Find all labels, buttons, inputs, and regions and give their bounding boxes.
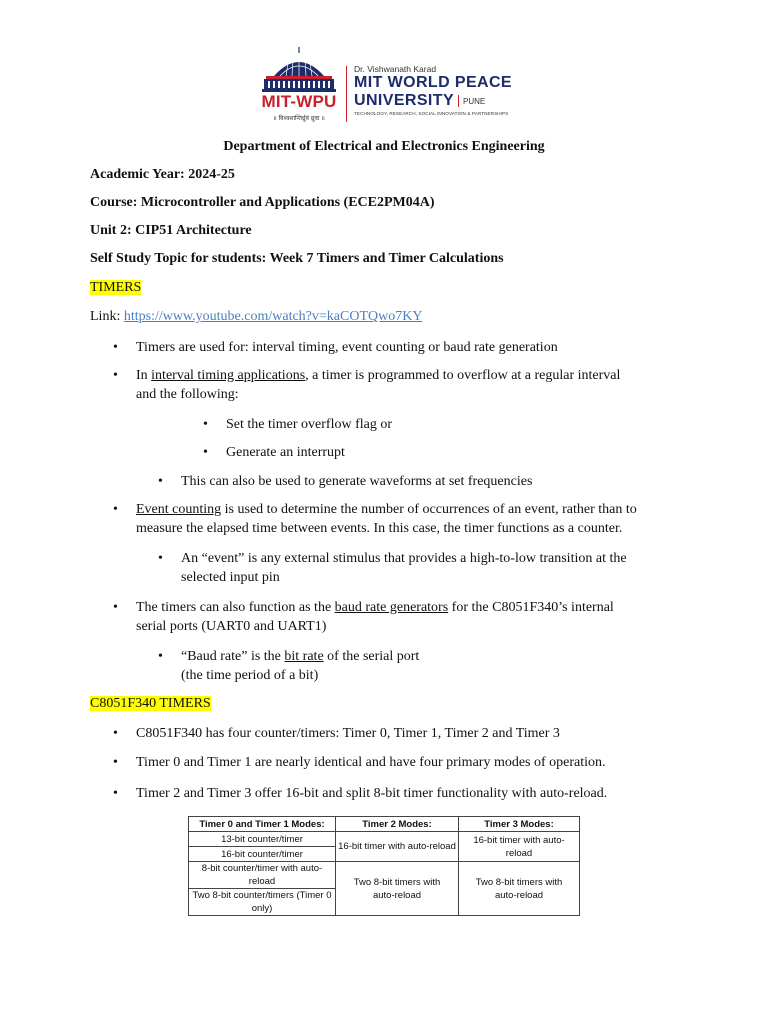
- bullet-icon: •: [113, 502, 118, 517]
- table-cell: 16-bit timer with auto-reload: [336, 832, 459, 862]
- c8051-heading: C8051F340 TIMERS: [90, 696, 211, 711]
- table-header: Timer 0 and Timer 1 Modes:: [189, 817, 336, 832]
- sub-bullet-baud-rate: [181, 647, 419, 666]
- bullet-icon: •: [113, 340, 118, 355]
- bullet-baud-rate-generators-cont: serial ports (UART0 and UART1): [136, 619, 327, 634]
- table-header: Timer 3 Modes:: [459, 817, 580, 832]
- text-segment: “Baud rate” is the: [181, 649, 285, 664]
- underlined-term: Event counting: [136, 502, 222, 517]
- sub-bullet-event-definition-cont: selected input pin: [181, 570, 280, 585]
- bullet-icon: •: [158, 474, 163, 489]
- logo-name-line2: UNIVERSITY: [354, 92, 455, 109]
- bullet-icon: •: [113, 755, 118, 770]
- sub-bullet-interrupt: Generate an interrupt: [226, 445, 345, 460]
- bullet-icon: •: [158, 551, 163, 566]
- self-study-topic: Self Study Topic for students: Week 7 Timers and Timer Calculations: [90, 251, 504, 266]
- underlined-term: interval timing applications: [151, 368, 306, 383]
- logo-divider: [346, 66, 347, 122]
- table-cell: Two 8-bit counter/timers (Timer 0 only): [189, 889, 336, 916]
- bullet-interval-timing-cont: and the following:: [136, 387, 239, 402]
- bullet-baud-rate-generators: [136, 598, 614, 617]
- logo-pune-divider: [458, 95, 459, 107]
- text-segment: of the serial port: [323, 649, 420, 664]
- bullet-icon: •: [203, 417, 208, 432]
- dome-emblem-icon: [260, 46, 338, 94]
- table-row: [189, 862, 580, 889]
- bullet-interval-uses: Timers are used for: interval timing, event counting or baud rate generation: [136, 340, 558, 355]
- logo-name-line1: MIT WORLD PEACE: [354, 74, 512, 91]
- bullet-event-counting-cont: measure the elapsed time between events. In this case, the timer functions as a counter.: [136, 521, 623, 536]
- university-logo: [256, 44, 516, 136]
- youtube-link[interactable]: https://www.youtube.com/watch?v=kaCOTQwo7KY: [123, 309, 423, 324]
- text-segment: The timers can also function as the: [136, 600, 335, 615]
- logo-dr-name: Dr. Vishwanath Karad: [354, 64, 437, 74]
- underlined-term: bit rate: [284, 649, 324, 664]
- table-header-row: [189, 817, 580, 832]
- bullet-icon: •: [203, 445, 208, 460]
- bullet-icon: •: [113, 786, 118, 801]
- bullet-icon: •: [113, 368, 118, 383]
- bullet-four-timers: C8051F340 has four counter/timers: Timer 0, Timer 1, Timer 2 and Timer 3: [136, 726, 560, 741]
- logo-tagline: TECHNOLOGY, RESEARCH, SOCIAL INNOVATION & PARTNERSHIPS: [354, 111, 509, 116]
- course-title: Course: Microcontroller and Applications (ECE2PM04A): [90, 195, 435, 210]
- bullet-timer01: Timer 0 and Timer 1 are nearly identical and have four primary modes of operation.: [136, 755, 606, 770]
- logo-motto: ॥ विश्वशान्तिर्ध्रुवं ध्रुवा ॥: [273, 115, 325, 122]
- table-cell: 16-bit timer with auto-reload: [459, 832, 580, 862]
- table-header: Timer 2 Modes:: [336, 817, 459, 832]
- link-line: [90, 307, 422, 326]
- table-cell: Two 8-bit timers with auto-reload: [459, 862, 580, 916]
- sub-bullet-baud-rate-cont: (the time period of a bit): [181, 668, 319, 683]
- sub-bullet-overflow-flag: Set the timer overflow flag or: [226, 417, 393, 432]
- table-cell: 16-bit counter/timer: [189, 847, 336, 862]
- unit-title: Unit 2: CIP51 Architecture: [90, 223, 252, 238]
- logo-city: PUNE: [463, 96, 486, 106]
- sub-bullet-event-definition: An “event” is any external stimulus that provides a high-to-low transition at the: [181, 551, 627, 566]
- table-row: [189, 832, 580, 847]
- timers-heading: TIMERS: [90, 280, 142, 295]
- table-cell: 13-bit counter/timer: [189, 832, 336, 847]
- bullet-icon: •: [113, 600, 118, 615]
- table-cell: 8-bit counter/timer with auto-reload: [189, 862, 336, 889]
- logo-wordmark: [354, 64, 524, 116]
- text-segment: In: [136, 368, 152, 383]
- table-cell: Two 8-bit timers with auto-reload: [336, 862, 459, 916]
- underlined-term: baud rate generators: [334, 600, 449, 615]
- bullet-event-counting: [136, 500, 637, 519]
- academic-year: Academic Year: 2024-25: [90, 167, 235, 182]
- department-title: Department of Electrical and Electronics Engineering: [223, 139, 545, 154]
- timer-modes-table: [188, 816, 580, 916]
- sub-bullet-waveforms: This can also be used to generate waveforms at set frequencies: [181, 474, 533, 489]
- link-label: Link:: [90, 309, 121, 324]
- bullet-icon: •: [158, 649, 163, 664]
- bullet-interval-timing: [136, 366, 620, 385]
- text-segment: , a timer is programmed to overflow at a regular interval: [305, 368, 621, 383]
- text-segment: for the C8051F340’s internal: [448, 600, 614, 615]
- bullet-timer23: Timer 2 and Timer 3 offer 16-bit and split 8-bit timer functionality with auto-reload.: [136, 786, 608, 801]
- logo-short-name: MIT-WPU: [261, 92, 337, 111]
- mit-wpu-emblem: [256, 44, 342, 132]
- text-segment: is used to determine the number of occurrences of an event, rather than to: [221, 502, 637, 517]
- bullet-icon: •: [113, 726, 118, 741]
